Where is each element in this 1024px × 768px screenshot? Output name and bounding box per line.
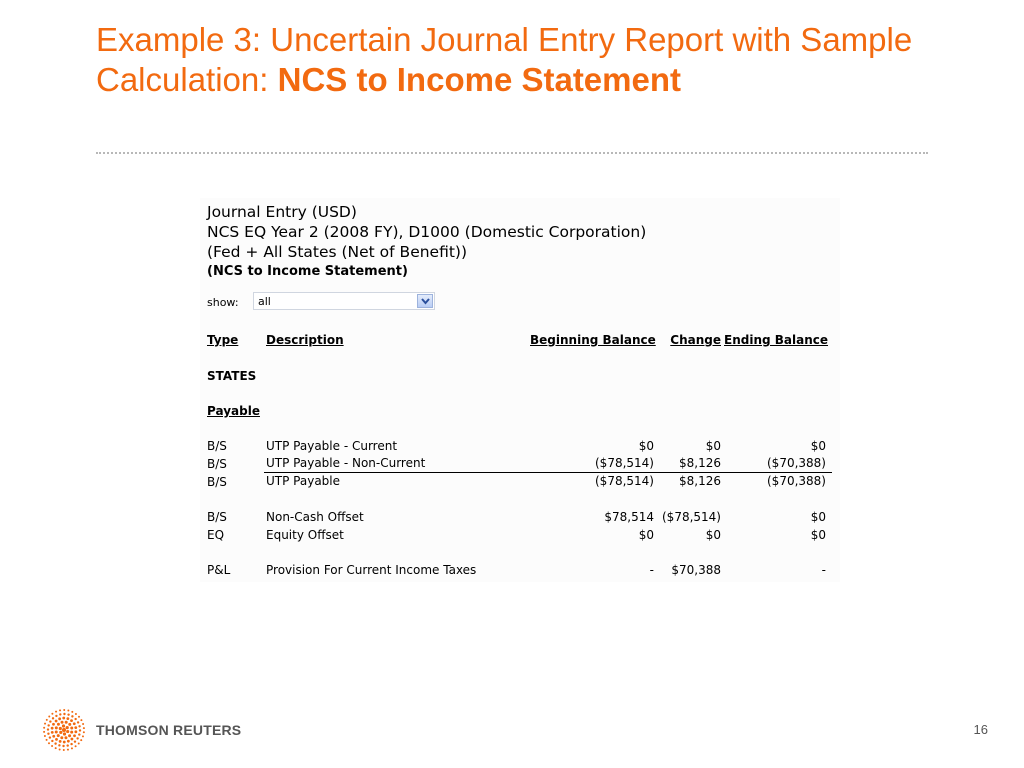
row-beginning-balance: ($78,514) (595, 474, 654, 488)
slide-title-regular: Example 3: Uncertain Journal Entry Report with Sample Calculation: (96, 21, 913, 98)
row-type: B/S (207, 439, 227, 453)
row-ending-balance: ($70,388) (767, 456, 826, 470)
row-ending-balance: $0 (810, 510, 826, 524)
row-beginning-balance: $0 (638, 528, 654, 542)
row-change: ($78,514) (662, 510, 721, 524)
section-heading: STATES (207, 369, 257, 383)
column-header-beginning-balance[interactable]: Beginning Balance (530, 333, 656, 347)
report-heading-jurisdiction: (Fed + All States (Net of Benefit)) (207, 243, 468, 261)
row-type: B/S (207, 475, 227, 489)
column-header-description[interactable]: Description (266, 333, 344, 347)
row-description: Equity Offset (266, 528, 344, 542)
row-description: UTP Payable - Non-Current (266, 456, 426, 470)
journal-entry-report (200, 198, 840, 582)
column-header-ending-balance[interactable]: Ending Balance (724, 333, 829, 347)
row-ending-balance: $0 (810, 528, 826, 542)
show-filter-label: show: (207, 296, 239, 309)
thomson-reuters-logo-icon (42, 708, 86, 752)
slide-title-bold: NCS to Income Statement (277, 61, 682, 98)
page-number: 16 (973, 722, 988, 737)
report-heading-currency: Journal Entry (USD) (207, 203, 357, 221)
show-filter-select[interactable] (253, 292, 435, 310)
dropdown-button[interactable] (417, 294, 433, 308)
row-change: $0 (705, 528, 721, 542)
row-type: B/S (207, 457, 227, 471)
row-type: EQ (207, 528, 225, 542)
row-type: P&L (207, 563, 231, 577)
brand-name: THOMSON REUTERS (96, 722, 242, 738)
row-ending-balance: $0 (810, 439, 826, 453)
row-ending-balance: - (821, 563, 826, 577)
row-description: Provision For Current Income Taxes (266, 563, 477, 577)
row-beginning-balance: $0 (638, 439, 654, 453)
subsection-heading: Payable (207, 404, 260, 418)
row-ending-balance: ($70,388) (767, 474, 826, 488)
column-header-type[interactable]: Type (207, 333, 239, 347)
slide-title (96, 20, 916, 100)
row-beginning-balance: $78,514 (604, 510, 654, 524)
column-header-change[interactable]: Change (670, 333, 721, 347)
row-description: UTP Payable - Current (266, 439, 398, 453)
show-filter-value: all (258, 295, 271, 308)
row-description: Non-Cash Offset (266, 510, 364, 524)
row-change: $0 (705, 439, 721, 453)
chevron-down-icon (421, 296, 430, 306)
row-change: $8,126 (679, 456, 721, 470)
subtotal-divider (264, 472, 832, 473)
report-heading-type: (NCS to Income Statement) (207, 264, 408, 279)
row-type: B/S (207, 510, 227, 524)
row-beginning-balance: ($78,514) (595, 456, 654, 470)
row-change: $70,388 (671, 563, 721, 577)
row-description: UTP Payable (266, 474, 341, 488)
row-beginning-balance: - (649, 563, 654, 577)
row-change: $8,126 (679, 474, 721, 488)
report-heading-entity: NCS EQ Year 2 (2008 FY), D1000 (Domestic Corporation) (207, 223, 647, 241)
title-divider (96, 152, 928, 154)
